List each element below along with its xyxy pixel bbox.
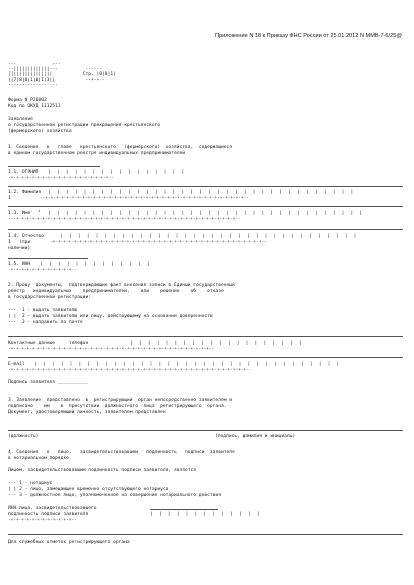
notary-inn-label1: ИНН лица, засвидетельствовавшего	[8, 506, 97, 511]
phone-label: Контактные данные телефон	[8, 341, 89, 346]
section3-line2: подписано им в присутствии должностного лица регистрирующего органа.	[8, 404, 227, 409]
dash-line: -+-+-+-+-+-+-+-+-+-+-+-+--	[8, 518, 77, 523]
rule	[8, 336, 403, 337]
rule	[8, 166, 100, 167]
dash-line: -+-+-+-+-+-+-+-+-+-+-+-+-+-+-+-+-+-+-+--	[8, 176, 114, 181]
phone-field[interactable]: | | | | | | | | | | | | | | | | | | | |	[130, 341, 303, 346]
applicant-signature[interactable]: Подпись заявителя ___________	[8, 380, 89, 385]
ogrnip-label: 1.1. ОГРНИП	[8, 170, 39, 175]
inn-label: 1.5. ИНН	[8, 262, 31, 267]
section4-line3: Лицом, засвидетельствовавшим подлинность подписи заявителя, является	[8, 468, 197, 473]
ogrnip-field[interactable]: | | | | | | | | | | | | | | | |	[48, 170, 185, 175]
form-number: Форма N Р26002	[8, 98, 47, 103]
okud-code: Код по ОКУД 1112511	[8, 104, 61, 109]
issue-option-2[interactable]: | | 2 - выдать заявителю или лицу, действующему на основании доверенности	[8, 314, 213, 319]
rule	[8, 186, 403, 187]
notary-option-3[interactable]: --- 3 - должностное лицо, уполномоченное на совершение нотариального действия	[8, 493, 221, 498]
section4-line1: 4. Сведения о лице, засвидетельствовавшем подлинность подписи заявителя	[8, 450, 235, 455]
name-label: 1.3. Имя	[8, 211, 31, 216]
title-line1: Заявление	[8, 117, 33, 122]
notary-inn-label2: подлинность подписи заявителя	[8, 512, 89, 517]
rule	[8, 229, 403, 230]
patronymic-field[interactable]: | | | | | | | | | | | | | | | | | | | | | | | | | | | | | | | | | |	[60, 234, 357, 239]
patronymic-note1: 1 (при	[8, 240, 31, 245]
rule	[150, 509, 218, 510]
title-line2: о государственной регистрации прекращения крестьянского	[8, 123, 161, 128]
top-block-line5: ------------------	[8, 83, 58, 88]
rule	[8, 534, 403, 535]
section1-line2: в едином государственном реестре индивидуальных предпринимателей	[8, 151, 186, 156]
section2-line1: 2. Прошу документы, подтверждающие факт внесения записи в Единый государственный	[8, 283, 235, 288]
top-block-line1: --- ---	[8, 62, 61, 67]
top-block-line4: ||7|8|0|1|0|1|3|| --+-+--	[8, 78, 105, 83]
section1-line1: 1. Сведения о главе крестьянского (фермерского) хозяйства, содержащиеся	[8, 145, 233, 150]
top-block-line2: --|||||||||||||--- ------	[8, 67, 103, 72]
dash-line: -+-+-+-+-+-+-+-+-+-+-+-+--	[8, 268, 77, 273]
signature-name-caption: (подпись, фамилия и инициалы)	[215, 434, 296, 439]
section2-line3: в государственной регистрации:	[8, 295, 91, 300]
notary-inn-field[interactable]: | | | | | | | | | | | | |	[150, 512, 260, 517]
dash-line: -+-+-+-+-+-+-+-+-+-+-+-+-+-+-+-+-+-+-+-+-+-+-+-+-+-+-+-+-+-+-+-+-+-+-+-+-+-+-+-+-+-+-+-+-+--	[8, 368, 252, 373]
email-field[interactable]: | | | | | | | | | | | | | | | | | | | | | | | | | | | | | | | | | | |	[34, 362, 340, 367]
dash-line: ---+-+-+-+-+-+-+-+-+-+-+-+-+-+-+-+-+-+-+-+-+-+-+-+-+-+-+-+-+-+-+-+-+-+-+-+-+-+-+-+-+-+--	[8, 217, 241, 222]
issue-option-1[interactable]: --- 1 - выдать заявителю	[8, 308, 78, 313]
section3-line1: 3. Заявление представлено в регистрирующий орган непосредственно заявителем и	[8, 398, 233, 403]
surname-field[interactable]: | | | | | | | | | | | | | | | | | | | | | | | | | | | | | | | | | | |	[48, 190, 354, 195]
top-block-line3: |||||||||||||||| Стр. |0|0|1|	[8, 72, 116, 77]
patronymic-note2: наличии)	[8, 246, 31, 251]
notary-option-1[interactable]: --- 1 - нотариус	[8, 481, 53, 486]
service-marks-caption: Для служебных отметок регистрирующего органа	[8, 540, 130, 545]
section3-line3: Документ, удостоверяющий личность, заявителем представлен	[8, 410, 166, 415]
inn-field[interactable]: | | | | | | | | | | | | |	[40, 262, 150, 267]
appendix-header: Приложение N 18 к Приказу ФНС России от 25.01.2012 N ММВ-7-6/25@	[214, 33, 402, 39]
rule	[8, 258, 88, 259]
rule	[8, 430, 403, 431]
dash-line: -+-+-+-+-+-+-+-+-+-+-+-+-+-+-+-+-+-+-+-+-+-+-+-+-+-+-+-+-+-+-+-+-+-+-+-+-+-+-+-+--	[50, 240, 267, 245]
section4-line2: в нотариальном порядке	[8, 456, 69, 461]
dash-line: --+-+-+-+-+-+-+-+-+-+-+-+-+-+-+-+-+-+-+-+-+-+-+-+-+-+-+-+-+-+-+-+-+-+-+-+-+-+--	[40, 196, 249, 201]
email-label: E-mail	[8, 362, 25, 367]
surname-sup: 1	[8, 196, 11, 201]
notary-option-2[interactable]: | | 2 - лицо, замещающее временно отсутствующего нотариуса	[8, 487, 169, 492]
patronymic-label: 1.4. Отчество	[8, 234, 44, 239]
name-field[interactable]: | | | | | | | | | | | | | | | | | | | | | | | | | | | | | | | | | | | |	[48, 211, 363, 216]
name-superscript: 1	[38, 209, 41, 213]
rule	[8, 357, 403, 358]
rule	[8, 206, 403, 207]
dash-line: -+-+-+-+-+-+-+-+-+-+-+-+-+-+-+-+-+-+-+-+-+-+-+-+-+-+-+-+-+-+-+-+-+-+-+-+-+-+--	[8, 347, 215, 352]
section2-line2: реестр индивидуальных предпринимателей, или решение об отказе	[8, 289, 224, 294]
issue-option-3[interactable]: --- 3 - направить по почте	[8, 320, 83, 325]
surname-label: 1.2. Фамилия	[8, 190, 42, 195]
title-line3: (фермерского) хозяйства	[8, 129, 72, 134]
position-caption: (должность)	[8, 434, 39, 439]
